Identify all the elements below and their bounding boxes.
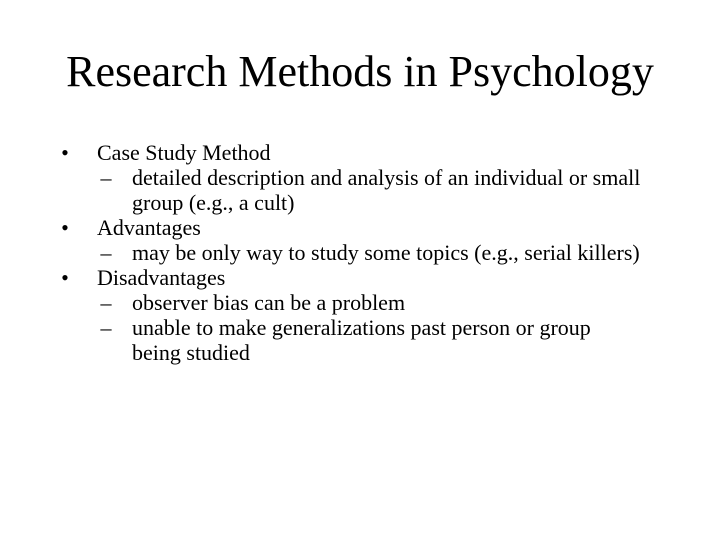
sub-bullet — [0, 315, 642, 365]
bullet-disadvantages — [0, 265, 657, 290]
dash-marker: – — [100, 315, 112, 340]
dash-marker: – — [100, 240, 112, 265]
dash-marker: – — [100, 290, 112, 315]
bullet-text: Advantages — [97, 215, 201, 240]
bullet-text: Disadvantages — [97, 265, 226, 290]
sub-bullet-text: detailed description and analysis of an individual or small group (e.g., a cult) — [132, 165, 641, 215]
sub-bullet-text: observer bias can be a problem — [132, 290, 406, 315]
sub-bullet — [0, 240, 642, 265]
bullet-marker: • — [61, 215, 69, 240]
bullet-marker: • — [61, 140, 69, 165]
dash-marker: – — [100, 165, 112, 190]
bullet-marker: • — [61, 265, 69, 290]
slide-body — [0, 140, 720, 365]
sub-bullet — [0, 290, 642, 315]
slide-title: Research Methods in Psychology — [66, 47, 654, 96]
sub-bullet — [0, 165, 642, 215]
bullet-case-study — [0, 140, 657, 165]
bullet-advantages — [0, 215, 657, 240]
sub-bullet-text: may be only way to study some topics (e.g., serial killers) — [132, 240, 640, 265]
sub-bullet-text: unable to make generalizations past person or group being studied — [132, 315, 591, 365]
bullet-text: Case Study Method — [97, 140, 271, 165]
